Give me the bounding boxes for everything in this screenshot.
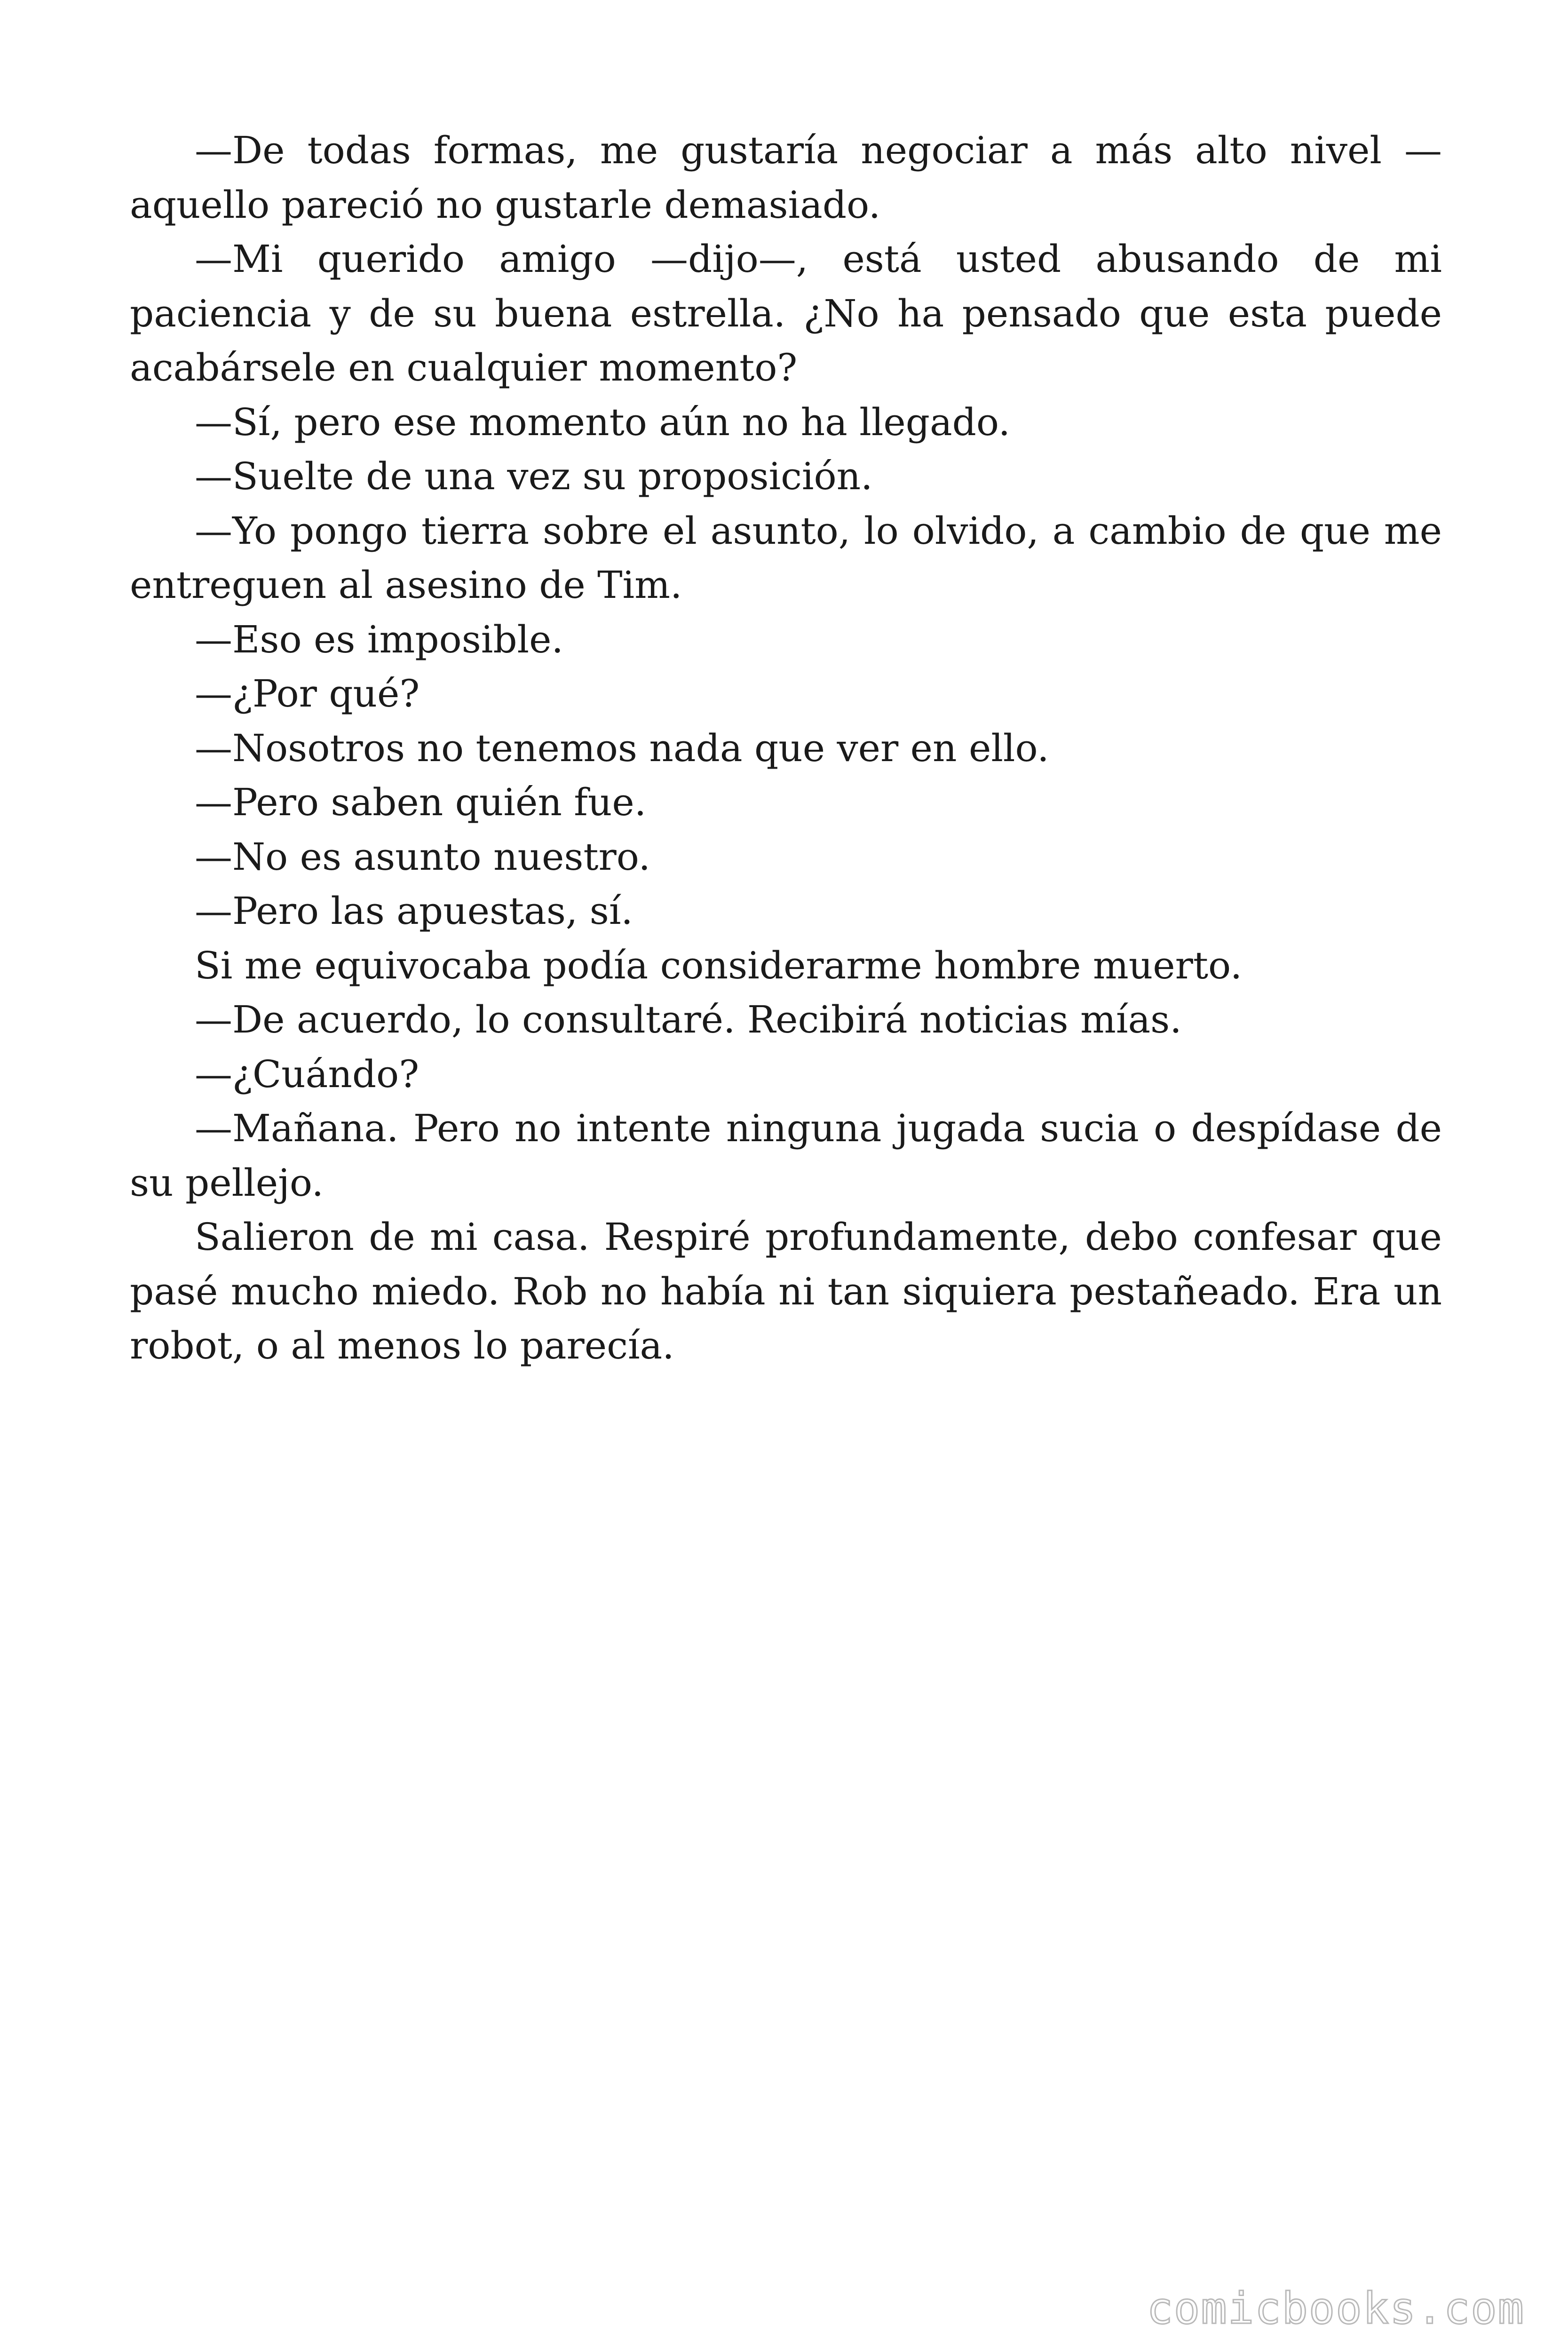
paragraph-6: —Eso es imposible.: [195, 617, 563, 661]
paragraph-2: —Mi querido amigo —dijo—, está usted abusando de mi paciencia y de su buena estrella. ¿No ha pensado que esta puede acabársele en cualquier momento?: [130, 237, 1442, 389]
paragraph-7: —¿Por qué?: [195, 672, 420, 715]
paragraph-10: —No es asunto nuestro.: [195, 834, 650, 879]
paragraph-11: —Pero las apuestas, sí.: [195, 889, 633, 933]
paragraph-3: —Sí, pero ese momento aún no ha llegado.: [195, 400, 1011, 444]
paragraph-13: —De acuerdo, lo consultaré. Recibirá noticias mías.: [195, 998, 1182, 1041]
paragraph-9: —Pero saben quién fue.: [195, 780, 647, 824]
paragraph-12: Si me equivocaba podía considerarme hombre muerto.: [195, 943, 1243, 987]
paragraph-4: —Suelte de una vez su proposición.: [195, 454, 873, 498]
paragraph-16: Salieron de mi casa. Respiré profundamente, debo confesar que pasé mucho miedo. Rob no había ni tan siquiera pestañeado. Era un robot, o al menos lo parecía.: [130, 1215, 1442, 1367]
paragraph-5: —Yo pongo tierra sobre el asunto, lo olvido, a cambio de que me entreguen al asesino de Tim.: [130, 509, 1442, 607]
paragraph-1: —De todas formas, me gustaría negociar a más alto nivel —aquello pareció no gustarle demasiado.: [130, 128, 1442, 227]
paragraph-14: —¿Cuándo?: [195, 1052, 420, 1096]
watermark-logo: comicbooks.com: [1147, 2283, 1525, 2334]
paragraph-15: —Mañana. Pero no intente ninguna jugada sucia o despídase de su pellejo.: [130, 1106, 1442, 1205]
paragraph-8: —Nosotros no tenemos nada que ver en ello.: [195, 726, 1049, 770]
body-text: [130, 123, 1442, 1373]
